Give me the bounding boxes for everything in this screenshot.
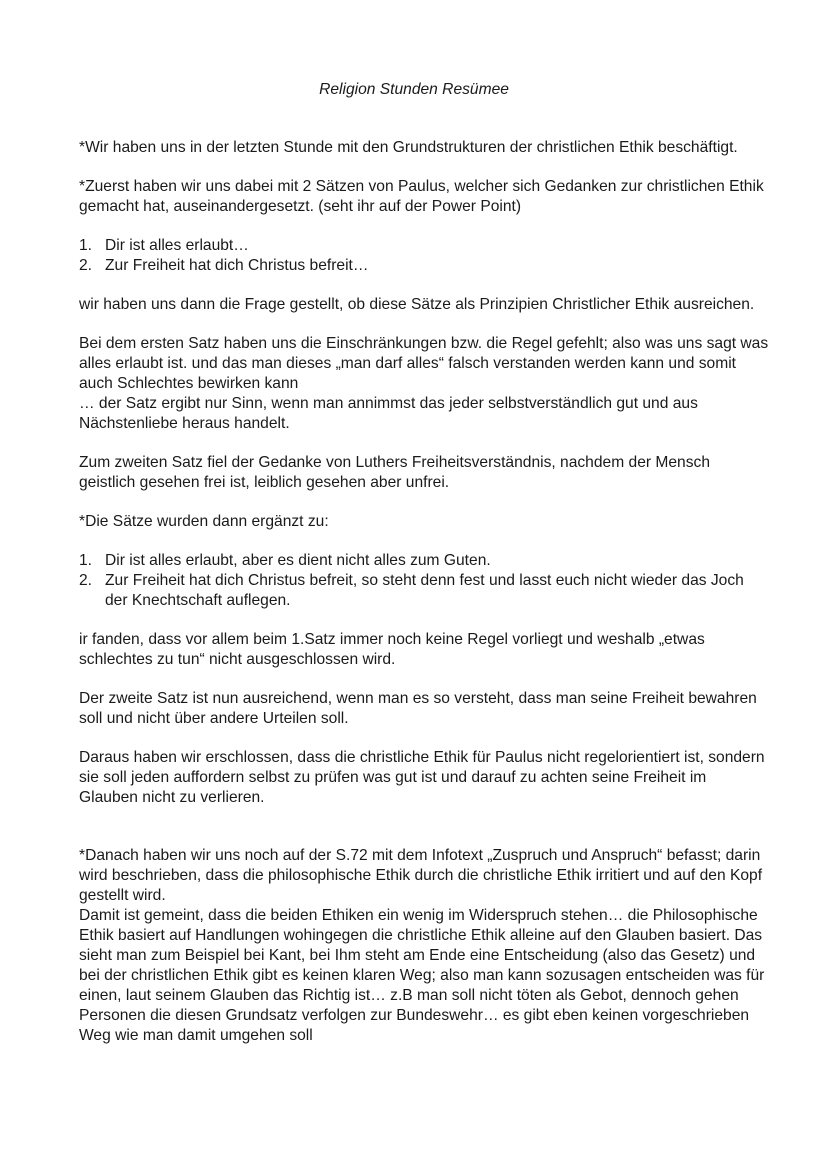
numbered-list-extended (79, 551, 769, 611)
list-number: 2. (79, 257, 93, 274)
list-number: 1. (79, 552, 93, 569)
list-item (79, 236, 769, 256)
paragraph-first-sentence-a: Bei dem ersten Satz haben uns die Einschränkungen bzw. die Regel gefehlt; also was uns sagt was alles erlaubt ist. und das man dieses „man darf alles“ falsch verstanden werden kann und somit auch Schlechtes bewirken kann (79, 335, 769, 392)
page-title: Religion Stunden Resümee (319, 81, 509, 98)
paragraph-first-sentence-b: … der Satz ergibt nur Sinn, wenn man annimmst das jeder selbstverständlich gut und aus Nächstenliebe heraus handelt. (79, 395, 698, 432)
list-item (79, 256, 769, 276)
list-item (79, 571, 769, 611)
paragraph-findings: ir fanden, dass vor allem beim 1.Satz immer noch keine Regel vorliegt und weshalb „etwas schlechtes zu tun“ nicht ausgeschlossen wird. (79, 631, 705, 668)
document-body (79, 138, 769, 1065)
paragraph-second-sentence: Zum zweiten Satz fiel der Gedanke von Luthers Freiheitsverständnis, nachdem der Mensch geistlich gesehen frei ist, leiblich gesehen aber unfrei. (79, 454, 710, 491)
paragraph-extended: *Die Sätze wurden dann ergänzt zu: (79, 513, 329, 530)
paragraph-first-sentence (79, 334, 769, 434)
list-number: 2. (79, 572, 93, 589)
list-number: 1. (79, 237, 93, 254)
paragraph-second-sufficient: Der zweite Satz ist nun ausreichend, wenn man es so versteht, dass man seine Freiheit bewahren soll und nicht über andere Urteilen soll. (79, 690, 757, 727)
paragraph-intro: *Wir haben uns in der letzten Stunde mit den Grundstrukturen der christlichen Ethik beschäftigt. (79, 139, 738, 156)
paragraph-question: wir haben uns dann die Frage gestellt, ob diese Sätze als Prinzipien Christlicher Ethik ausreichen. (79, 296, 755, 313)
list-item (79, 551, 769, 571)
list-text: Zur Freiheit hat dich Christus befreit, so steht denn fest und lasst euch nicht wieder das Joch der Knechtschaft auflegen. (105, 572, 744, 609)
list-text: Dir ist alles erlaubt, aber es dient nicht alles zum Guten. (105, 552, 491, 569)
paragraph-conclusion: Daraus haben wir erschlossen, dass die christliche Ethik für Paulus nicht regelorientiert ist, sondern sie soll jeden auffordern selbst zu prüfen was gut ist und darauf zu achten seine Freiheit im Glauben nicht zu verlieren. (79, 749, 765, 806)
list-text: Zur Freiheit hat dich Christus befreit… (105, 257, 369, 274)
paragraph-infotext-a: *Danach haben wir uns noch auf der S.72 mit dem Infotext „Zuspruch und Anspruch“ befasst; darin wird beschrieben, dass die philosophische Ethik durch die christliche Ethik irritiert und auf den Kopf gestellt wird. (79, 847, 763, 904)
paragraph-infotext (79, 846, 769, 1046)
list-text: Dir ist alles erlaubt… (105, 237, 249, 254)
paragraph-infotext-b: Damit ist gemeint, dass die beiden Ethiken ein wenig im Widerspruch stehen… die Philosophische Ethik basiert auf Handlungen wohingegen die christliche Ethik alleine auf den Glauben basiert. Das sieht man zum Beispiel bei Kant, bei Ihm steht am Ende eine Entscheidung (also das Gesetz) und bei der christlichen Ethik gibt es keinen klaren Weg; also man kann sozusagen entscheiden was für einen, laut seinem Glauben das Richtig ist… z.B man soll nicht töten als Gebot, dennoch gehen Personen die diesen Grundsatz verfolgen zur Bundeswehr… es gibt eben keinen vorgeschrieben Weg wie man damit umgehen soll (79, 907, 765, 1044)
paragraph-paulus: *Zuerst haben wir uns dabei mit 2 Sätzen von Paulus, welcher sich Gedanken zur christlichen Ethik gemacht hat, auseinandergesetzt. (seht ihr auf der Power Point) (79, 178, 764, 215)
numbered-list-original (79, 236, 769, 276)
